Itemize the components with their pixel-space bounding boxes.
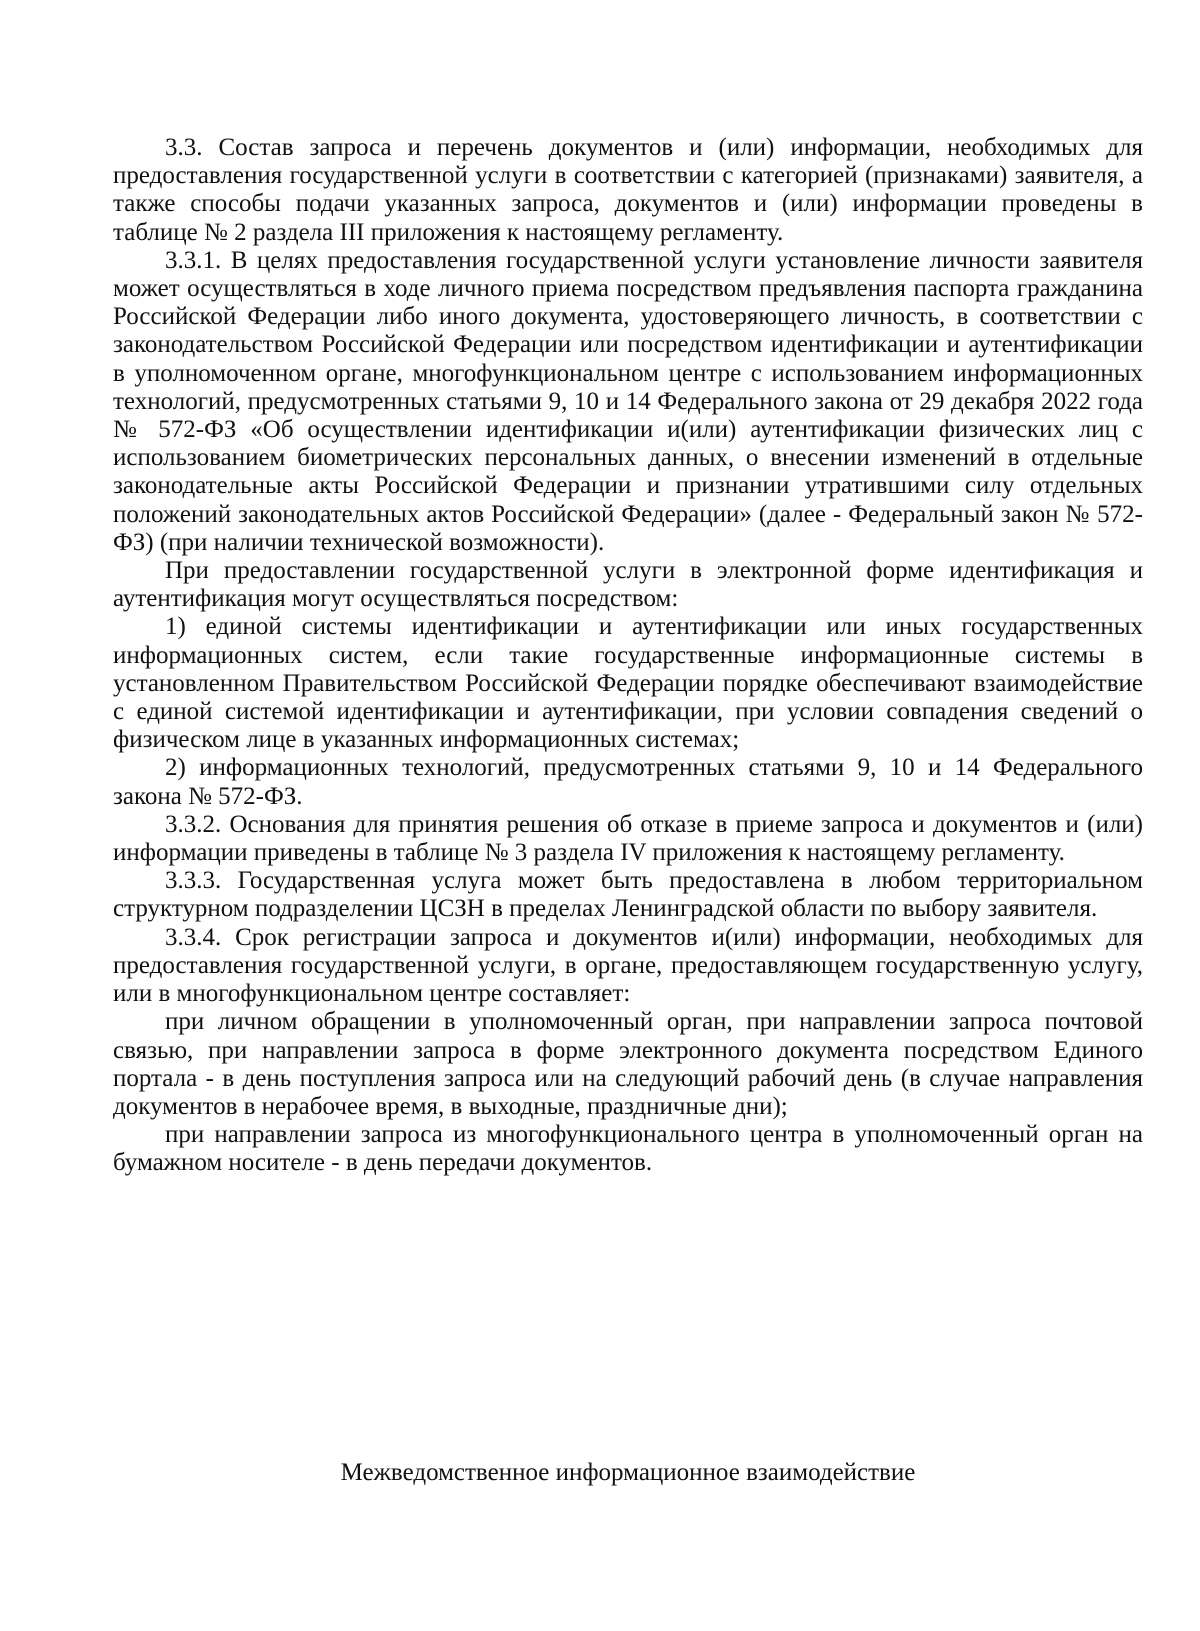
paragraph-personal-request: при личном обращении в уполномоченный орган, при направлении запроса почтовой связью, при направлении запроса в форме электронного документа посредством Единого портала - в день поступления запроса или на следующий рабочий день (в случае направления документов в нерабочее время, в выходные, праздничные дни); [113, 1008, 1143, 1120]
list-item-2: 2) информационных технологий, предусмотренных статьями 9, 10 и 14 Федерального закона № 572-ФЗ. [113, 754, 1143, 810]
paragraph-3-3-1: 3.3.1. В целях предоставления государственной услуги установление личности заявителя может осуществляться в ходе личного приема посредством предъявления паспорта гражданина Российской Федерации либо иного документа, удостоверяющего личность, в соответствии с законодательством Российской Федерации или посредством идентификации и аутентификации в уполномоченном органе, многофункциональном центре с использованием информационных технологий, предусмотренных статьями 9, 10 и 14 Федерального закона от 29 декабря 2022 года № 572-ФЗ «Об осуществлении идентификации и(или) аутентификации физических лиц с использованием биометрических персональных данных, о внесении изменений в отдельные законодательные акты Российской Федерации и признании утратившими силу отдельных положений законодательных актов Российской Федерации» (далее - Федеральный закон № 572-ФЗ) (при наличии технической возможности). [113, 246, 1143, 556]
paragraph-3-3: 3.3. Состав запроса и перечень документов и (или) информации, необходимых для предоставления государственной услуги в соответствии с категорией (признаками) заявителя, а также способы подачи указанных запроса, документов и (или) информации проведены в таблице № 2 раздела III приложения к настоящему регламенту. [113, 134, 1143, 246]
paragraph-3-3-2: 3.3.2. Основания для принятия решения об отказе в приеме запроса и документов и (или) информации приведены в таблице № 3 раздела IV приложения к настоящему регламенту. [113, 810, 1143, 867]
document-body [113, 134, 1143, 1178]
paragraph-electronic-form: При предоставлении государственной услуги в электронной форме идентификация и аутентификация могут осуществляться посредством: [113, 557, 1143, 613]
paragraph-mfc-request: при направлении запроса из многофункционального центра в уполномоченный орган на бумажном носителе - в день передачи документов. [113, 1121, 1143, 1177]
paragraph-3-3-3: 3.3.3. Государственная услуга может быть предоставлена в любом территориальном структурном подразделении ЦСЗН в пределах Ленинградской области по выбору заявителя. [113, 867, 1143, 923]
paragraph-3-3-4: 3.3.4. Срок регистрации запроса и документов и(или) информации, необходимых для предоставления государственной услуги, в органе, предоставляющем государственную услугу, или в многофункциональном центре составляет: [113, 923, 1143, 1008]
section-heading: Межведомственное информационное взаимодействие [340, 1459, 916, 1486]
list-item-1: 1) единой системы идентификации и аутентификации или иных государственных информационных систем, если такие государственные информационные системы в установленном Правительством Российской Федерации порядке обеспечивают взаимодействие с единой системой идентификации и аутентификации, при условии совпадения сведений о физическом лице в указанных информационных системах; [113, 613, 1143, 754]
